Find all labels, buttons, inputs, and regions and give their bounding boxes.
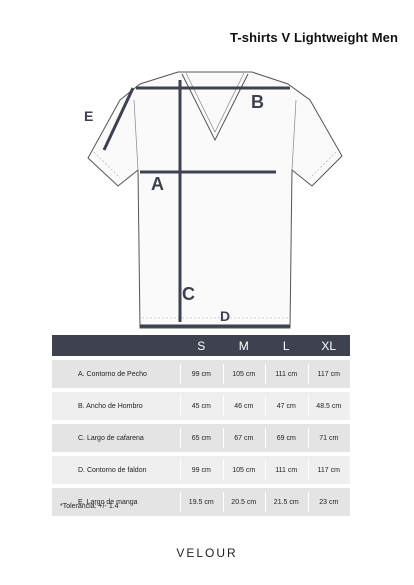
row-label: D. Contorno de faldon — [78, 466, 147, 474]
tolerance-note: *Tolerancia: +/- 1.4 — [60, 503, 119, 510]
cell-value: 65 cm — [180, 424, 223, 452]
cell-value: 105 cm — [223, 456, 266, 484]
cell-value: 69 cm — [265, 424, 308, 452]
row-label: E. Largo de manga — [78, 498, 138, 506]
size-table-body — [52, 360, 350, 516]
cell-value: 71 cm — [308, 424, 351, 452]
label-c: C — [182, 284, 195, 304]
cell-value: 99 cm — [180, 456, 223, 484]
header-size-s: S — [197, 338, 206, 353]
table-row — [52, 456, 350, 484]
cell-value: 105 cm — [223, 360, 266, 388]
cell-value: 117 cm — [308, 360, 351, 388]
label-a: A — [151, 174, 164, 194]
page-title: T-shirts V Lightweight Men — [230, 30, 398, 45]
table-row — [52, 360, 350, 388]
cell-value: 23 cm — [308, 488, 351, 516]
row-label: B. Ancho de Hombro — [78, 402, 143, 410]
row-label: A. Contorno de Pecho — [78, 370, 147, 378]
label-d: D — [220, 308, 231, 324]
cell-value: 111 cm — [265, 360, 308, 388]
table-row — [52, 392, 350, 420]
row-label: C. Largo de cafarena — [78, 434, 144, 442]
cell-value: 19.5 cm — [180, 488, 223, 516]
cell-value: 20.5 cm — [223, 488, 266, 516]
cell-value: 111 cm — [265, 456, 308, 484]
cell-value: 117 cm — [308, 456, 351, 484]
cell-value: 99 cm — [180, 360, 223, 388]
header-size-xl: XL — [321, 338, 337, 353]
size-table — [52, 335, 350, 516]
cell-value: 45 cm — [180, 392, 223, 420]
cell-value: 46 cm — [223, 392, 266, 420]
table-row — [52, 488, 350, 516]
cell-value: 67 cm — [223, 424, 266, 452]
cell-value: 48.5 cm — [308, 392, 351, 420]
size-table-header — [52, 335, 350, 356]
brand-logo: VELOUR — [176, 546, 238, 560]
label-e: E — [84, 108, 94, 124]
table-row — [52, 424, 350, 452]
label-b: B — [251, 92, 264, 112]
header-size-l: L — [282, 338, 290, 353]
cell-value: 47 cm — [265, 392, 308, 420]
tshirt-outline — [88, 72, 342, 328]
cell-value: 21.5 cm — [265, 488, 308, 516]
header-size-m: M — [238, 338, 249, 353]
